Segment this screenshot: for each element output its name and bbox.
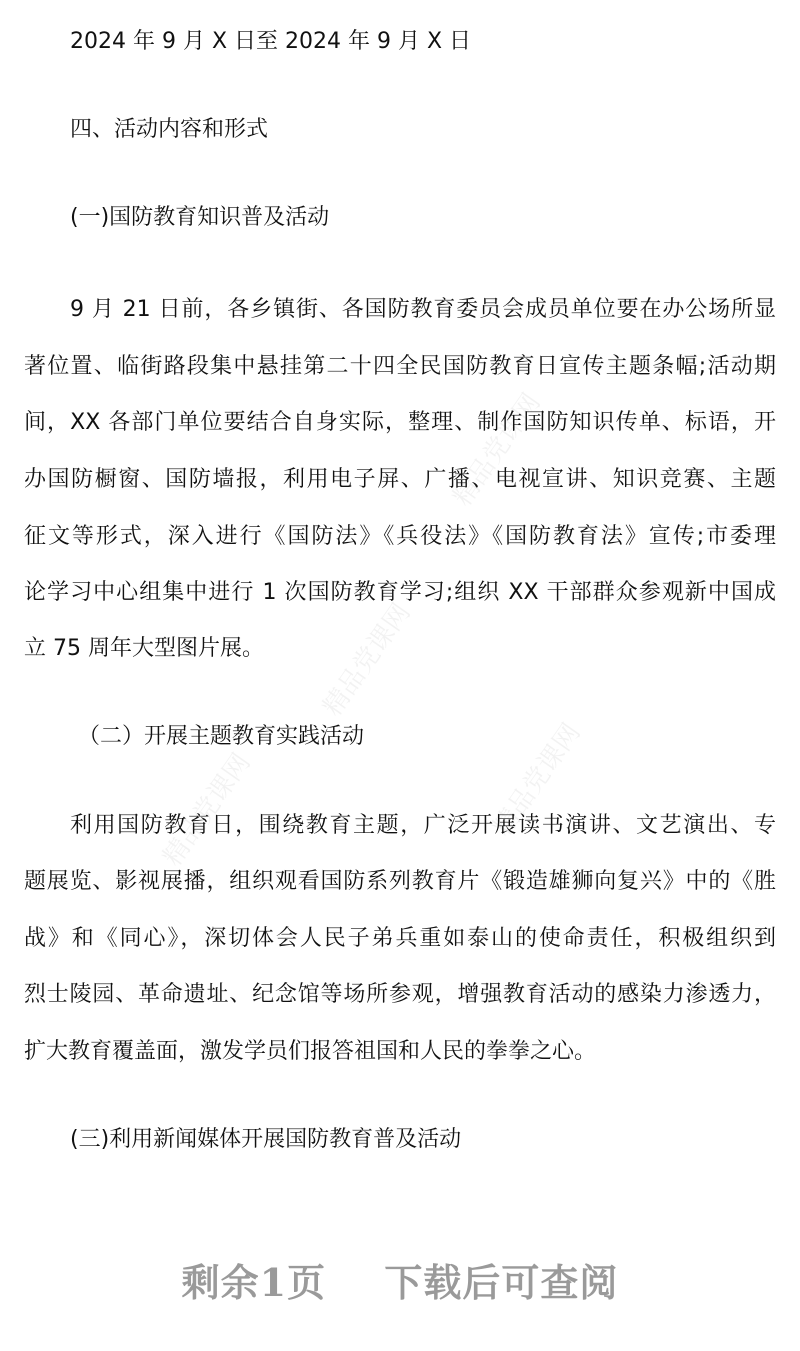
download-to-view-label[interactable]: 下载后可查阅 <box>384 1260 619 1305</box>
paragraph-line: 烈士陵园、革命遗址、纪念馆等场所参观，增强教育活动的感染力渗透力， <box>24 982 776 1007</box>
subsection-heading: (一)国防教育知识普及活动 <box>70 205 330 230</box>
paragraph-line: 题展览、影视展播，组织观看国防系列教育片《锻造雄狮向复兴》中的《胜 <box>24 869 776 894</box>
paragraph-line: 间，XX 各部门单位要结合自身实际，整理、制作国防知识传单、标语，开 <box>24 410 776 435</box>
date-range: 2024 年 9 月 X 日至 2024 年 9 月 X 日 <box>70 29 472 54</box>
watermark: 精品党课网 <box>317 598 417 722</box>
paragraph-line: 论学习中心组集中进行 1 次国防教育学习;组织 XX 干部群众参观新中国成 <box>24 580 776 605</box>
remaining-pages-label: 剩余1页 <box>181 1260 327 1305</box>
watermark: 精品党课网 <box>447 388 547 512</box>
paragraph-line: 征文等形式，深入进行《国防法》《兵役法》《国防教育法》宣传;市委理 <box>24 524 776 549</box>
subsection-heading: （二）开展主题教育实践活动 <box>78 724 365 749</box>
section-heading: 四、活动内容和形式 <box>70 117 269 142</box>
paragraph-line: 9 月 21 日前，各乡镇街、各国防教育委员会成员单位要在办公场所显 <box>70 297 776 322</box>
watermark: 精品党课网 <box>487 718 587 842</box>
paragraph-line: 立 75 周年大型图片展。 <box>24 636 264 661</box>
paragraph-line: 战》和《同心》，深切体会人民子弟兵重如泰山的使命责任，积极组织到 <box>24 926 776 951</box>
paragraph-line: 办国防橱窗、国防墙报，利用电子屏、广播、电视宣讲、知识竞赛、主题 <box>24 467 776 492</box>
download-prompt[interactable] <box>0 1252 800 1307</box>
paragraph-line: 著位置、临街路段集中悬挂第二十四全民国防教育日宣传主题条幅;活动期 <box>24 354 776 379</box>
subsection-heading: (三)利用新闻媒体开展国防教育普及活动 <box>70 1127 462 1152</box>
watermark: 精品党课网 <box>157 748 257 872</box>
paragraph-line: 利用国防教育日，围绕教育主题，广泛开展读书演讲、文艺演出、专 <box>70 813 776 838</box>
paragraph-line: 扩大教育覆盖面，激发学员们报答祖国和人民的拳拳之心。 <box>24 1039 597 1064</box>
